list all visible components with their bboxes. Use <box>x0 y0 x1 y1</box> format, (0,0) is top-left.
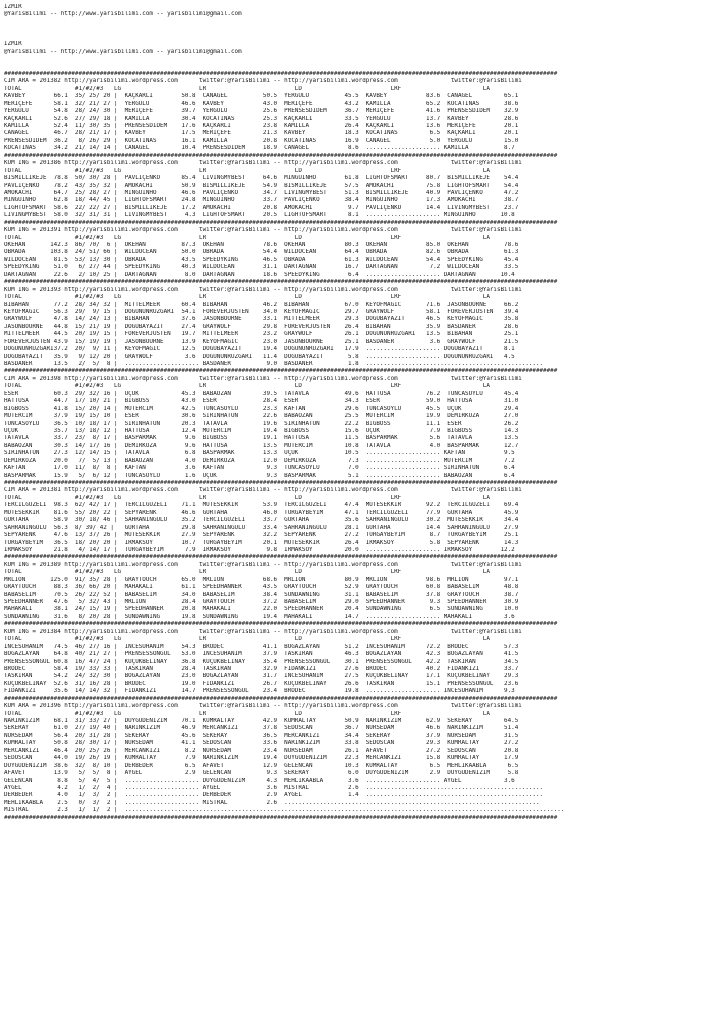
section-separator: ############################################################################################################################################################ <box>4 152 558 159</box>
header-line <box>4 34 724 41</box>
race-header: CIM ARA = 201382 http://yarisbilimi.wordpress.com twitter:@YarisBilimi -- http://yarisbilimi.wordpress.com twitter:@YarisBilimi <box>4 78 522 85</box>
table-row: BIBAHAN 77.2 28/ 34/ 32 | MITTELMEER 60.4 BIBAHAN 46.2 BIBAHAN 67.0 KEYOFMAGIC 71.6 JASONBOURNE 66.2 <box>4 301 519 308</box>
table-row: MÜTESEKKIR 81.6 55/ 20/ 22 | SEPYARENK 46.6 GÜRTAHA 46.0 TURGAYBEYIM 47.1 TERCILGÜZELI 77.9 GÜRTAHA 45.9 <box>4 509 519 516</box>
table-row: SEDOSCAN 44.0 19/ 26/ 19 | KUMRALTAY 7.9 NARINKIZIM 19.4 DUYGUDENIZIM 22.3 MERCANKIZI 15.8 KUMRALTAY 17.9 <box>4 755 519 762</box>
table-row: WILDOCEAN 81.5 53/ 13/ 30 | OBRADA 43.5 SPEEDYKING 46.5 OBRADA 61.3 WILDOCEAN 54.4 SPEEDYKING 45.4 <box>4 256 519 263</box>
table-row: MERIÇEFE 58.1 32/ 21/ 27 | YERGÜLÜ 46.6 KAVBEY 43.0 MERIÇEFE 43.2 KAMILLA 65.2 KOCATINAS 38.6 <box>4 100 519 107</box>
table-row: MISTRAL 2.3 1/ 1/ 2 | ............................................................................................................................ <box>4 807 565 814</box>
table-row: MERCANKIZI 46.4 20/ 25/ 26 | MERCANKIZI 8.2 NURSEDAM 23.4 NURSEDAM 26.1 AFAVET 27.2 SEDOSCAN 20.8 <box>4 747 519 754</box>
column-header: TOTAL #1/#2/#3 LG LR LD LRF LA <box>4 710 490 717</box>
table-row: TATAVLA 33.7 23/ 8/ 17 | BASPARMAK 9.6 BIGBOSS 19.1 HATTUSA 11.5 BASPARMAK 5.6 TATAVLA 13.5 <box>4 435 519 442</box>
table-row: TASKIRAN 54.2 24/ 32/ 30 | BOGAZLAYAN 23.0 BOGAZLAYAN 31.7 INCESUHANIM 27.5 KÜÇÜKBELINAY 17.1 KÜÇÜKBELINAY 29.3 <box>4 673 519 680</box>
table-row: SAHRANINGÜLÜ 56.3 8/ 39/ 42 | GÜRTAHA 29.8 SAHRANINGÜLÜ 33.4 SAHRANINGÜLÜ 28.1 GÜRTAHA 14.4 SAHRANINGÜLÜ 27.9 <box>4 524 519 531</box>
column-header: TOTAL #1/#2/#3 LG LR LD LRF LA <box>4 167 490 174</box>
header-line: IZMIR <box>4 41 22 48</box>
table-row: KUMRALTAY 50.8 28/ 30/ 17 | NURSEDAM 41.1 SEDOSCAN 33.6 NARINKIZIM 33.8 SEDOSCAN 29.3 KUMRALTAY 27.2 <box>4 740 519 747</box>
race-header: KUM ING = 201389 http://yarisbilimi.wordpress.com twitter:@YarisBilimi -- http://yarisbilimi.wordpress.com twitter:@YarisBilimi <box>4 561 522 568</box>
section-separator: ############################################################################################################################################################ <box>4 279 558 286</box>
table-row: ESER 60.3 29/ 32/ 16 | UÇUK 45.3 BABAOZAN 39.5 TATAVLA 49.6 HATTUSA 76.2 TUNCASOYLU 45.4 <box>4 390 519 397</box>
table-row: BRODEC 58.4 19/ 33/ 33 | TASKIRAN 28.4 TASKIRAN 32.9 FIDANKIZI 27.6 BRODEC 40.2 FIDANKIZI 33.7 <box>4 665 519 672</box>
column-header: TOTAL #1/#2/#3 LG LR LD LRF LA <box>4 569 490 576</box>
header-line <box>4 56 724 63</box>
table-row: GRAYWOLF 47.8 14/ 24/ 13 | BIBAHAN 37.6 JASONBOURNE 33.1 MITTELMEER 29.3 DOGUBAYAZIT 46.5 KEYOFMAGIC 35.8 <box>4 316 519 323</box>
table-row: DARTAGNAN 22.6 2/ 10/ 25 | DARTAGNAN 8.0 DARTAGNAN 18.6 SPEEDYKING 6.4 ..................... DARTAGNAN 10.4 <box>4 271 515 278</box>
table-row: DOGUNUNRÜZGARI37.2 20/ 9/ 11 | KEYOFMAGIC 12.5 DOGUBAYAZIT 19.4 DOGUNUNRÜZGARI 17.9 ..................... DOGUBAYAZIT 8.1 <box>4 346 515 353</box>
section-separator: ############################################################################################################################################################ <box>4 814 558 821</box>
table-row: MAHAKALI 38.1 24/ 15/ 19 | SPEEDHANNER 20.8 MAHAKALI 22.0 SPEEDHANNER 20.4 SUNDAWNING 6.5 SUNDAWNING 10.0 <box>4 606 519 613</box>
table-row: BOGAZLAYAN 64.8 40/ 21/ 27 | PRENSESSONGÜL 53.0 INCESUHANIM 37.9 TASKIRAN 46.3 BOGAZLAYAN 42.3 BOGAZLAYAN 41.5 <box>4 651 519 658</box>
column-header: TOTAL #1/#2/#3 LG LR LD LRF LA <box>4 294 490 301</box>
table-row: BIGBOSS 41.8 15/ 20/ 14 | MÜTERCIM 42.5 TUNCASOYLU 23.3 KAFTAN 29.6 TUNCASOYLU 45.5 UÇUK 29.4 <box>4 405 519 412</box>
table-row: PRENSESDIDEM 36.2 8/ 26/ 29 | KOCATINAS 16.1 KAMILLA 20.8 KOCATINAS 16.9 CANAGEL 5.0 YERGÜLÜ 15.0 <box>4 137 519 144</box>
table-row: KÜÇÜKBELINAY 52.6 31/ 16/ 28 | BRODEC 19.0 FIDANKIZI 26.7 KÜÇÜKBELINAY 26.6 TASKIRAN 15.1 PRENSESSONGÜL 23.6 <box>4 680 519 687</box>
table-row: KAMILLA 52.4 11/ 30/ 35 | PRENSESDIDEM 17.6 KAÇKARLI 23.8 KAMILLA 26.4 KAÇKARLI 13.6 MERIÇEFE 20.1 <box>4 123 519 129</box>
table-row: GÜRTAHA 58.9 30/ 18/ 46 | SAHRANINGÜLÜ 35.2 TERCILGÜZELI 33.7 GÜRTAHA 35.6 SAHRANINGÜLÜ 30.2 MÜTESEKKIR 34.4 <box>4 517 519 524</box>
table-row: NARINKIZIM 68.1 31/ 33/ 27 | DUYGUDENIZIM 70.1 KUMRALTAY 42.9 KUMRALTAY 50.9 NARINKIZIM 62.9 SEKERAY 64.5 <box>4 718 519 724</box>
table-row: PAVLIÇENKO 78.2 43/ 35/ 32 | AMOKACHI 50.9 BISMILLIKEJE 54.9 BISMILLIKEJE 57.5 AMOKACHI 75.8 LIGHTOFSMART 54.4 <box>4 182 519 189</box>
table-row: OBRADA 103.8 24/ 51/ 66 | WILDOCEAN 50.0 OBRADA 54.4 WILDOCEAN 64.4 OBRADA 82.6 OBRADA 61.3 <box>4 249 519 256</box>
table-row: GRAYTOUCH 88.3 36/ 66/ 20 | MAHAKALI 61.1 SPEEDHANNER 43.5 GRAYTOUCH 52.9 GRAYTOUCH 60.8 BABASELIM 48.8 <box>4 584 519 591</box>
race-header: KUM ARA = 201396 http://yarisbilimi.wordpress.com twitter:@YarisBilimi -- http://yarisbilimi.wordpress.com twitter:@YarisBilimi <box>4 703 522 710</box>
column-header: TOTAL #1/#2/#3 LG LR LD LRF LA <box>4 234 490 241</box>
table-row: BABASELIM 70.5 26/ 22/ 52 | BABASELIM 34.0 BABASELIM 38.4 SUNDAWNING 31.1 BABASELIM 37.8 GRAYTOUCH 38.7 <box>4 591 519 598</box>
race-header: CIM ARA = 201398 http://yarisbilimi.wordpress.com twitter:@YarisBilimi -- http://yarisbilimi.wordpress.com twitter:@YarisBilimi <box>4 375 522 382</box>
header-line <box>4 26 724 33</box>
table-row: BABAOZAN 30.3 14/ 17/ 16 | DEMIRKOZA 9.6 HATTUSA 13.5 MÜTERCIM 10.8 TATAVLA 4.0 BASPARMAK 12.7 <box>4 442 519 449</box>
table-row: TURGAYBEYIM 36.5 18/ 20/ 20 | IRMAKSOY 10.7 TURGAYBEYIM 20.1 MÜTESEKKIR 26.4 IRMAKSOY 5.8 SEPYARENK 14.3 <box>4 539 519 546</box>
table-row: CANAGEL 46.7 28/ 21/ 17 | KAVBEY 17.5 MERIÇEFE 21.3 KAVBEY 18.3 KOCATINAS 6.5 KAÇKARLI 20.1 <box>4 130 519 137</box>
table-row: FOREVERJUSTEN 43.9 15/ 19/ 19 | JASONBOURNE 13.9 KEYOFMAGIC 23.0 JASONBOURNE 25.1 BASDANER 3.6 GRAYWOLF 21.5 <box>4 338 519 345</box>
table-row: MINGUINHO 62.8 18/ 44/ 45 | LIGHTOFSMART 24.8 MINGUINHO 33.7 PAVLIÇENKO 38.4 MINGUINHO 17.3 AMOKACHI 38.7 <box>4 197 519 204</box>
table-row: AMOKACHI 64.7 25/ 28/ 27 | MINGUINHO 46.6 PAVLIÇENKO 34.7 LIVINGMYBEST 51.3 BISMILLIKEJE 40.9 PAVLIÇENKO 47.2 <box>4 189 519 196</box>
race-header: KUM ING = 201391 http://yarisbilimi.wordpress.com twitter:@YarisBilimi -- http://yarisbilimi.wordpress.com twitter:@YarisBilimi <box>4 227 522 234</box>
header-line <box>4 64 724 71</box>
table-row: MRLION 125.0 91/ 35/ 28 | GRAYTOUCH 65.0 MRLION 68.6 MRLION 80.9 MRLION 98.6 MRLION 97.1 <box>4 576 519 583</box>
table-row: DEMIRKOZA 20.0 7/ 5/ 13 | BABAOZAN 4.0 DEMIRKOZA 12.0 DEMIRKOZA 7.3 ..................... MÜTERCIM 7.2 <box>4 457 515 464</box>
header-line <box>4 19 724 26</box>
table-row: DOGUBAYAZIT 35.9 9/ 12/ 20 | GRAYWOLF 3.6 DOGUNUNRÜZGARI 11.4 DOGUBAYAZIT 5.8 ..................... DOGUNUNRÜZGARI 4.5 <box>4 353 515 360</box>
table-row: NURSEDAM 56.4 20/ 31/ 28 | SEKERAY 45.6 SEKERAY 36.5 MERCANKIZI 34.4 SEKERAY 37.9 NURSEDAM 31.5 <box>4 732 519 739</box>
table-row: SUNDAWNING 31.6 8/ 20/ 28 | SUNDAWNING 19.8 SUNDAWNING 19.4 MAHAKALI 14.7 ..................... MAHAKALI 3.6 <box>4 613 515 620</box>
table-row: MITTELMEER 44.5 20/ 19/ 15 | FOREVERJUSTEN 19.7 MITTELMEER 23.2 GRAYWOLF 26.1 DOGUNUNRÜZGARI 13.5 BIBAHAN 25.1 <box>4 331 519 338</box>
race-header: KUM ING = 201393 http://yarisbilimi.wordpress.com twitter:@YarisBilimi -- http://yarisbilimi.wordpress.com twitter:@YarisBilimi <box>4 286 522 293</box>
table-row: KEYOFMAGIC 56.3 29/ 9/ 15 | DOGUNUNRÜZGARI 54.1 FOREVERJUSTEN 34.0 KEYOFMAGIC 29.7 GRAYWOLF 58.1 FOREVERJUSTEN 39.4 <box>4 308 519 315</box>
header-line: @YarisBilimi -- http://www.yarisbilimi.com -- yarisbilimi@gmail.com <box>4 48 242 55</box>
table-row: IRMAKSOY 21.8 4/ 14/ 17 | TURGAYBEYIM 7.9 IRMAKSOY 9.8 IRMAKSOY 20.0 ..................... IRMAKSOY 12.2 <box>4 546 515 553</box>
column-header: TOTAL #1/#2/#3 LG LR LD LRF LA <box>4 494 490 501</box>
table-row: SPEEDHANNER 47.6 5/ 32/ 43 | MRLION 28.4 GRAYTOUCH 37.2 BABASELIM 29.0 SPEEDHANNER 9.3 SPEEDHANNER 30.9 <box>4 599 519 605</box>
table-row: KOCATINAS 34.2 21/ 14/ 14 | CANAGEL 10.4 PRENSESDIDEM 18.9 CANAGEL 8.6 ..................... KAMILLA 8.7 <box>4 145 515 152</box>
table-row: SEPYARENK 47.6 13/ 37/ 26 | MÜTESEKKIR 27.9 SEPYARENK 32.2 SEPYARENK 27.2 TURGAYBEYIM 8.7 TURGAYBEYIM 25.1 <box>4 532 519 539</box>
table-row: TUNCASOYLU 36.5 10/ 18/ 17 | SIRINHATUN 20.3 TATAVLA 19.6 SIRINHATUN 22.2 BIGBOSS 11.1 ESER 26.2 <box>4 420 519 427</box>
section-separator: ############################################################################################################################################################ <box>4 368 558 375</box>
table-row: GELENCAN 8.8 5/ 4/ 5 | ..................... DUYGUDENIZIM 4.3 MEHLIKAABLA 3.6 ..................... AYGEL 3.6 <box>4 777 515 784</box>
document-text <box>4 4 724 822</box>
table-row: SIRINHATUN 27.3 12/ 14/ 15 | TATAVLA 6.8 BASPARMAK 13.3 UÇUK 10.5 ..................... KAFTAN 9.5 <box>4 450 515 457</box>
table-row: FIDANKIZI 35.6 14/ 14/ 32 | FIDANKIZI 14.7 PRENSESSONGÜL 23.4 BRODEC 19.8 ..................... INCESUHANIM 9.3 <box>4 688 515 695</box>
column-header: TOTAL #1/#2/#3 LG LR LD LRF LA <box>4 636 490 643</box>
section-separator: ############################################################################################################################################################ <box>4 621 558 628</box>
table-row: SPEEDYKING 51.0 6/ 27/ 44 | SPEEDYKING 40.3 WILDOCEAN 31.1 DARTAGNAN 16.7 DARTAGNAN 7.2 WILDOCEAN 33.5 <box>4 264 519 271</box>
table-row: TERCILGÜZELI 98.3 62/ 42/ 17 | TERCILGÜZELI 71.1 MÜTESEKKIR 53.9 TERCILGÜZELI 47.4 MÜTESEKKIR 92.2 TERCILGÜZELI 69.4 <box>4 502 519 509</box>
table-row: BASPARMAK 15.9 5/ 6/ 12 | TUNCASOYLU 1.6 UÇUK 9.3 BASPARMAK 5.1 ..................... BABAOZAN 6.4 <box>4 472 515 479</box>
column-header: TOTAL #1/#2/#3 LG LR LD LRF LA <box>4 85 490 92</box>
table-row: INCESUHANIM 74.5 46/ 27/ 16 | INCESUHANIM 54.3 BRODEC 41.1 BOGAZLAYAN 51.2 INCESUHANIM 72.2 BRODEC 57.3 <box>4 643 519 650</box>
column-header: TOTAL #1/#2/#3 LG LR LD LRF LA <box>4 383 490 390</box>
table-row: PRENSESSONGÜL 60.8 16/ 47/ 24 | KÜÇÜKBELINAY 36.8 KÜÇÜKBELINAY 35.4 PRENSESSONGÜL 30.1 PRENSESSONGÜL 42.2 TASKIRAN 34.5 <box>4 658 519 665</box>
table-row: DERBEDER 4.0 1/ 3/ 2 | ..................... DERBEDER 2.9 AYGEL 1.4 .................................................. <box>4 792 544 799</box>
table-row: AFAVET 13.9 5/ 5/ 8 | AYGEL 2.9 GELENCAN 9.3 SEKERAY 6.0 DUYGUDENIZIM 2.9 DUYGUDENIZIM 5.8 <box>4 770 519 777</box>
table-row: BASDANER 13.5 2/ 5/ 8 | ..................... BASDANER 9.0 BASDANER 1.8 .................................................. <box>4 361 544 367</box>
race-header: KUM ING = 201386 http://yarisbilimi.wordpress.com twitter:@YarisBilimi -- http://yarisbilimi.wordpress.com twitter:@YarisBilimi <box>4 160 522 167</box>
header-line: IZMIR <box>4 4 22 10</box>
section-separator: ############################################################################################################################################################ <box>4 219 558 226</box>
table-row: JASONBOURNE 44.8 15/ 21/ 19 | DOGUBAYAZIT 27.4 GRAYWOLF 29.8 FOREVERJUSTEN 26.4 BIBAHAN 35.9 BASDANER 28.6 <box>4 323 519 330</box>
table-row: SEKERAY 61.0 27/ 19/ 40 | NARINKIZIM 46.9 MERCANKIZI 37.8 SEDOSCAN 36.7 NURSEDAM 46.6 NARINKIZIM 51.4 <box>4 725 519 732</box>
table-row: YERGÜLÜ 54.8 28/ 24/ 30 | MERIÇEFE 39.7 YERGÜLÜ 25.6 PRENSESDIDEM 36.7 MERIÇEFE 41.6 PRENSESDIDEM 32.9 <box>4 108 519 115</box>
table-row: HATTUSA 44.7 17/ 10/ 21 | BIGBOSS 43.0 ESER 28.4 ESER 34.3 ESER 59.0 HATTUSA 31.0 <box>4 398 519 405</box>
table-row: MEHLIKAABLA 2.5 0/ 3/ 2 | ..................... MISTRAL 2.6 ........................................................................ <box>4 799 540 806</box>
table-row: AYGEL 4.2 1/ 2/ 4 | ..................... AYGEL 3.6 MISTRAL 2.6 .................................................. <box>4 784 544 791</box>
table-row: DUYGUDENIZIM 38.6 32/ 8/ 10 | DERBEDER 6.5 AFAVET 12.9 GELENCAN 10.3 KUMRALTAY 6.5 MEHLIKAABLA 6.5 <box>4 762 519 769</box>
section-separator: ############################################################################################################################################################ <box>4 695 558 702</box>
table-row: MÜTERCIM 37.9 19/ 15/ 10 | ESER 30.6 SIRINHATUN 22.6 BABAOZAN 25.5 MÜTERCIM 19.9 DEMIRKOZA 27.0 <box>4 413 519 420</box>
header-line: @YarisBilimi -- http://www.yarisbilimi.com -- yarisbilimi@gmail.com <box>4 11 242 18</box>
table-row: LIGHTOFSMART 58.6 22/ 22/ 27 | BISMILLIKEJE 17.2 AMOKACHI 20.8 AMOKACHI 9.7 PAVLIÇENKO 14.4 LIVINGMYBEST 23.7 <box>4 204 519 211</box>
table-row: UÇUK 35.7 13/ 18/ 12 | HATTUSA 12.4 MÜTERCIM 19.4 BIGBOSS 15.6 UÇUK 7.9 BIGBOSS 14.3 <box>4 427 519 434</box>
section-separator: ############################################################################################################################################################ <box>4 554 558 561</box>
table-row: KAFTAN 17.0 11/ 8/ 8 | KAFTAN 3.6 KAFTAN 9.3 TUNCASOYLU 7.0 ..................... SIRINHATUN 6.4 <box>4 465 515 472</box>
section-separator: ############################################################################################################################################################ <box>4 70 558 77</box>
table-row: KAÇKARLI 52.6 27/ 29/ 18 | KAMILLA 30.4 KOCATINAS 25.3 KAÇKARLI 33.5 YERGÜLÜ 13.7 KAVBEY 28.6 <box>4 115 519 122</box>
table-row: BISMILLIKEJE 78.8 50/ 30/ 28 | PAVLIÇENKO 85.4 LIVINGMYBEST 64.6 MINGUINHO 61.8 LIGHTOFSMART 80.7 BISMILLIKEJE 54.4 <box>4 175 519 182</box>
section-separator: ############################################################################################################################################################ <box>4 480 558 486</box>
table-row: KAVBEY 66.1 35/ 25/ 20 | KAÇKARLI 50.8 CANAGEL 50.5 YERGÜLÜ 45.5 KAVBEY 83.6 CANAGEL 65.1 <box>4 93 519 100</box>
race-header: CIM ARA = 201381 http://yarisbilimi.wordpress.com twitter:@YarisBilimi -- http://yarisbilimi.wordpress.com twitter:@YarisBilimi <box>4 487 522 494</box>
table-row: LIVINGMYBEST 58.0 32/ 31/ 31 | LIVINGMYBEST 4.3 LIGHTOFSMART 20.5 LIGHTOFSMART 8.1 ..................... MINGUINHO 10.8 <box>4 212 515 219</box>
race-header: KUM ING = 201384 http://yarisbilimi.wordpress.com twitter:@YarisBilimi -- http://yarisbilimi.wordpress.com twitter:@YarisBilimi <box>4 628 522 635</box>
table-row: ÖKEHAN 142.3 86/ 70/ 6 | ÖKEHAN 87.3 ÖKEHAN 78.6 ÖKEHAN 80.3 ÖKEHAN 85.0 ÖKEHAN 78.6 <box>4 242 519 248</box>
